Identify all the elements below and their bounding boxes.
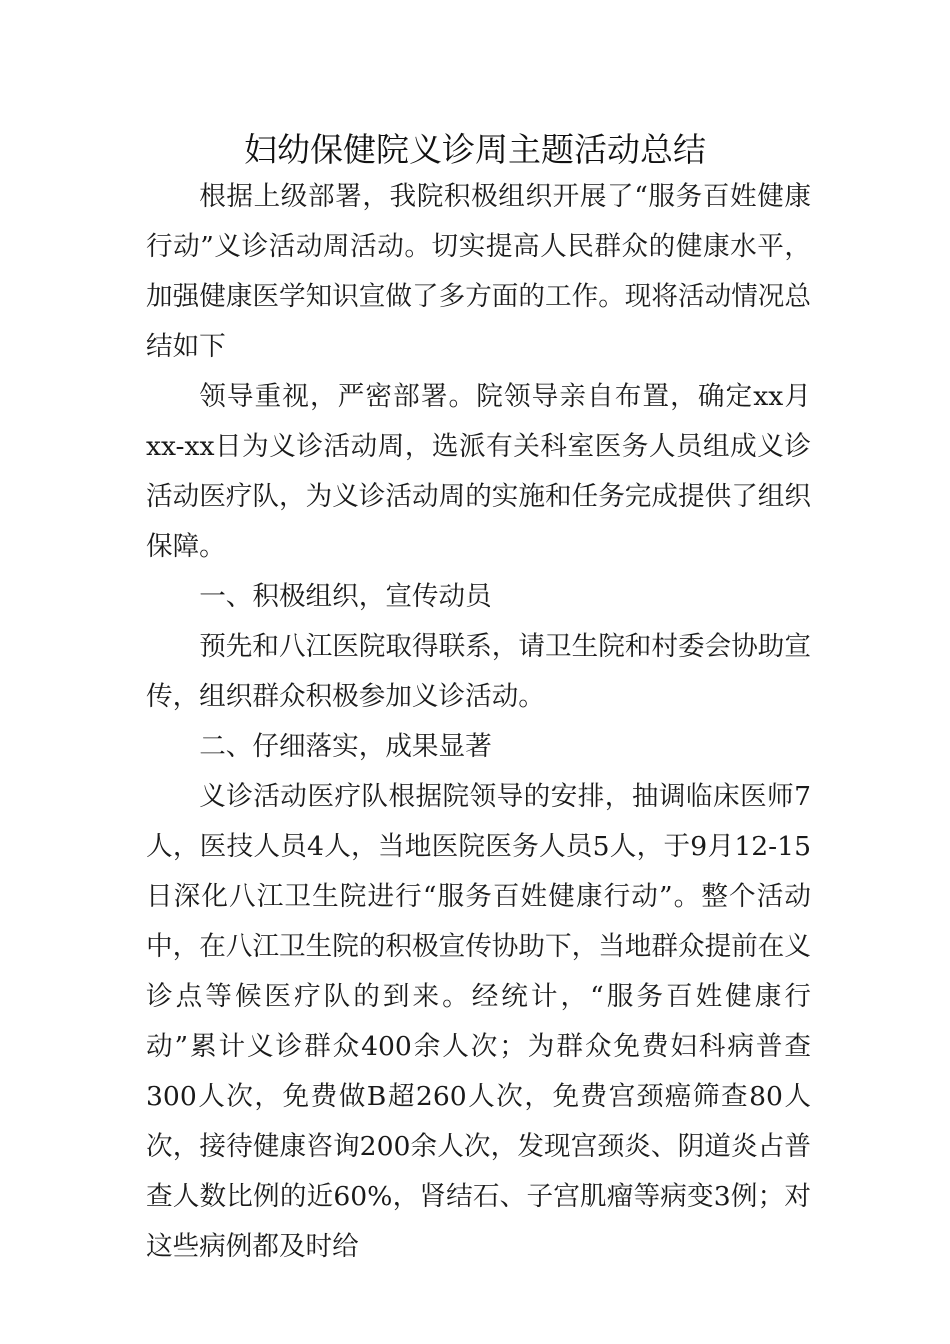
section-heading-1: 一、积极组织，宣传动员 (199, 581, 492, 612)
document-title: 妇幼保健院义诊周主题活动总结 (244, 130, 706, 169)
paragraph-leadership: 领导重视，严密部署。院领导亲自布置，确定xx月xx-xx日为义诊活动周，选派有关科室医务人员组成义诊活动医疗队，为义诊活动周的实施和任务完成提供了组织保障。 (146, 381, 811, 562)
paragraph-publicity: 预先和八江医院取得联系，请卫生院和村委会协助宣传，组织群众积极参加义诊活动。 (146, 631, 811, 712)
document-body (146, 172, 811, 1272)
paragraph-intro: 根据上级部署，我院积极组织开展了“服务百姓健康行动”义诊活动周活动。切实提高人民群众的健康水平，加强健康医学知识宣做了多方面的工作。现将活动情况总结如下 (146, 181, 811, 362)
section-heading-2: 二、仔细落实，成果显著 (199, 731, 492, 762)
paragraph-results: 义诊活动医疗队根据院领导的安排，抽调临床医师7人，医技人员4人，当地医院医务人员5人，于9月12-15日深化八江卫生院进行“服务百姓健康行动”。整个活动中，在八江卫生院的积极宣传协助下，当地群众提前在义诊点等候医疗队的到来。经统计，“服务百姓健康行动”累计义诊群众400余人次；为群众免费妇科病普查300人次，免费做B超260人次，免费宫颈癌筛查80人次，接待健康咨询200余人次，发现宫颈炎、阴道炎占普查人数比例的近60%，肾结石、子宫肌瘤等病变3例；对这些病例都及时给 (146, 781, 811, 1262)
